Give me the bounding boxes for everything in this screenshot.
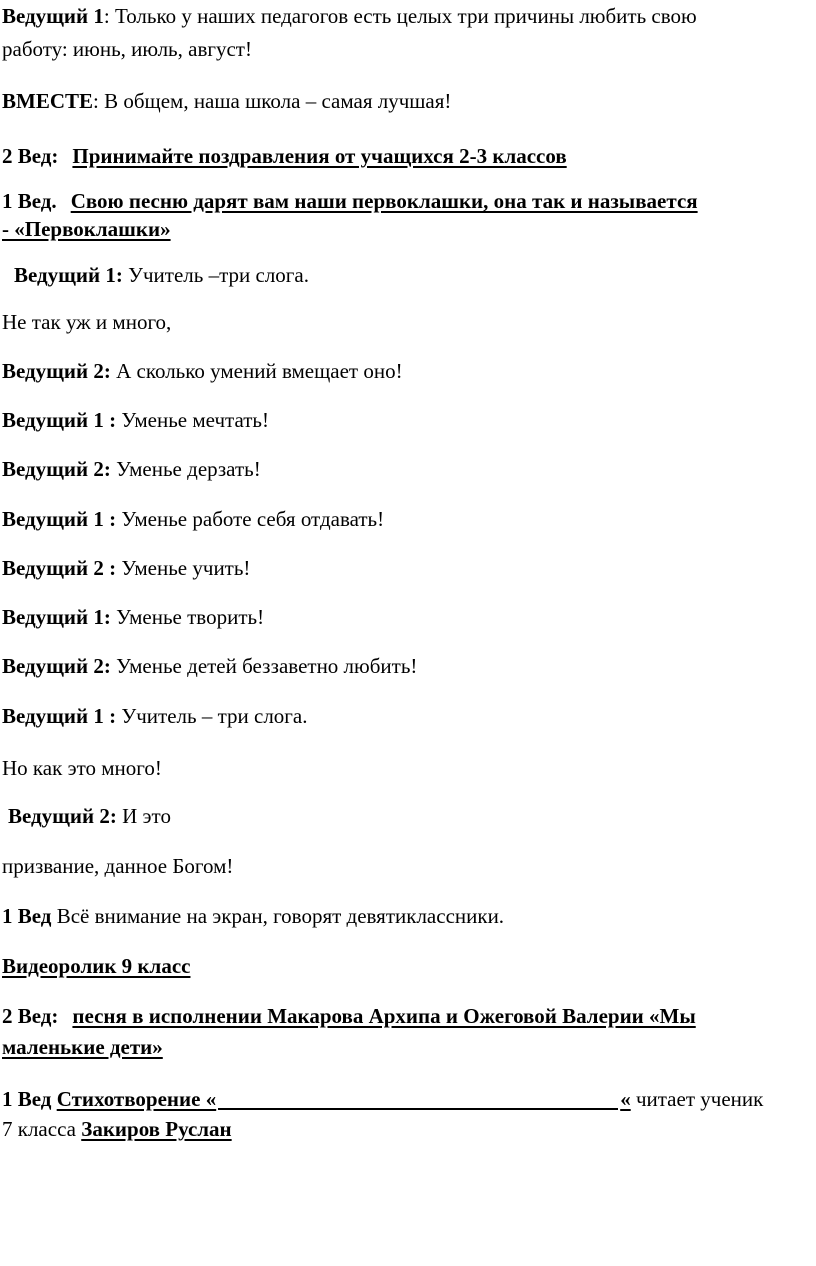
announcement-text: Видеоролик 9 класс xyxy=(2,954,191,978)
text-line xyxy=(2,358,403,384)
student-name: Закиров Руслан xyxy=(81,1117,232,1141)
announcement-line xyxy=(2,1034,163,1060)
text-line xyxy=(2,653,417,679)
text-line xyxy=(2,703,308,729)
text-line xyxy=(2,604,264,630)
text-line xyxy=(14,262,309,288)
speaker-label: 1 Вед xyxy=(2,1087,52,1111)
line-text: И это xyxy=(116,804,171,828)
speaker-label: 1 Вед. xyxy=(2,189,57,213)
speaker-label: Ведущий 1 : xyxy=(2,408,117,432)
fill-in-blank xyxy=(218,1108,618,1110)
text-line xyxy=(2,755,162,781)
line-text: : Только у наших педагогов есть целых три причины любить свою xyxy=(103,4,697,28)
text-line xyxy=(2,309,171,335)
line-text: призвание, данное Богом! xyxy=(2,854,234,878)
announcement-text: песня в исполнении Макарова Архипа и Ожеговой Валерии «Мы xyxy=(72,1004,696,1028)
line-text: Всё внимание на экран, говорят девятиклассники. xyxy=(51,904,505,928)
line-text: работу: июнь, июль, август! xyxy=(2,37,252,61)
line-text: Но как это много! xyxy=(2,756,162,780)
speaker-label: Ведущий 1 xyxy=(2,4,104,28)
announcement-line xyxy=(2,216,171,242)
announcement-line xyxy=(2,953,190,979)
speaker-label: Ведущий 1: xyxy=(14,263,123,287)
text-line xyxy=(2,903,504,929)
announcement-line xyxy=(2,143,567,169)
speaker-label: Ведущий 2: xyxy=(2,457,111,481)
text-line xyxy=(8,803,171,829)
announcement-text: - «Первоклашки» xyxy=(2,217,171,241)
speaker-label: 2 Вед: xyxy=(2,1004,59,1028)
announcement-text: Стихотворение « xyxy=(56,1087,217,1111)
speaker-label: Ведущий 1 : xyxy=(2,507,117,531)
text-line xyxy=(2,853,233,879)
announcement-text: маленькие дети» xyxy=(2,1035,163,1059)
speaker-label: 2 Вед: xyxy=(2,144,59,168)
announcement-line xyxy=(2,188,698,214)
speaker-label: Ведущий 2 : xyxy=(2,556,117,580)
line-text: Учитель –три слога. xyxy=(122,263,309,287)
text-line xyxy=(2,407,269,433)
text-line xyxy=(2,3,697,29)
line-text: А сколько умений вмещает оно! xyxy=(110,359,403,383)
line-text: Уменье творить! xyxy=(110,605,265,629)
speaker-label: Ведущий 2: xyxy=(2,359,111,383)
text-line xyxy=(2,1116,232,1142)
line-text: Уменье дерзать! xyxy=(110,457,261,481)
line-text: Уменье мечтать! xyxy=(116,408,269,432)
text-line xyxy=(2,555,250,581)
line-text: Уменье детей беззаветно любить! xyxy=(110,654,418,678)
speaker-label: Ведущий 2: xyxy=(2,654,111,678)
line-text: 7 класса xyxy=(2,1117,82,1141)
speaker-label: 1 Вед xyxy=(2,904,52,928)
text-line xyxy=(2,506,384,532)
text-line xyxy=(2,1086,763,1112)
closing-quote: « xyxy=(620,1087,631,1111)
speaker-label: Ведущий 2: xyxy=(8,804,117,828)
line-text: Уменье работе себя отдавать! xyxy=(116,507,385,531)
line-text: : В общем, наша школа – самая лучшая! xyxy=(93,89,452,113)
text-line xyxy=(2,88,451,114)
line-text: читает ученик xyxy=(630,1087,764,1111)
line-text: Не так уж и много, xyxy=(2,310,172,334)
announcement-text: Принимайте поздравления от учащихся 2-3 классов xyxy=(72,144,567,168)
speaker-label: Ведущий 1: xyxy=(2,605,111,629)
speaker-label: ВМЕСТЕ xyxy=(2,89,94,113)
text-line xyxy=(2,456,261,482)
line-text: Учитель – три слога. xyxy=(116,704,308,728)
text-line xyxy=(2,36,252,62)
speaker-label: Ведущий 1 : xyxy=(2,704,117,728)
announcement-text: Свою песню дарят вам наши первоклашки, она так и называется xyxy=(70,189,698,213)
line-text: Уменье учить! xyxy=(116,556,251,580)
announcement-line xyxy=(2,1003,696,1029)
